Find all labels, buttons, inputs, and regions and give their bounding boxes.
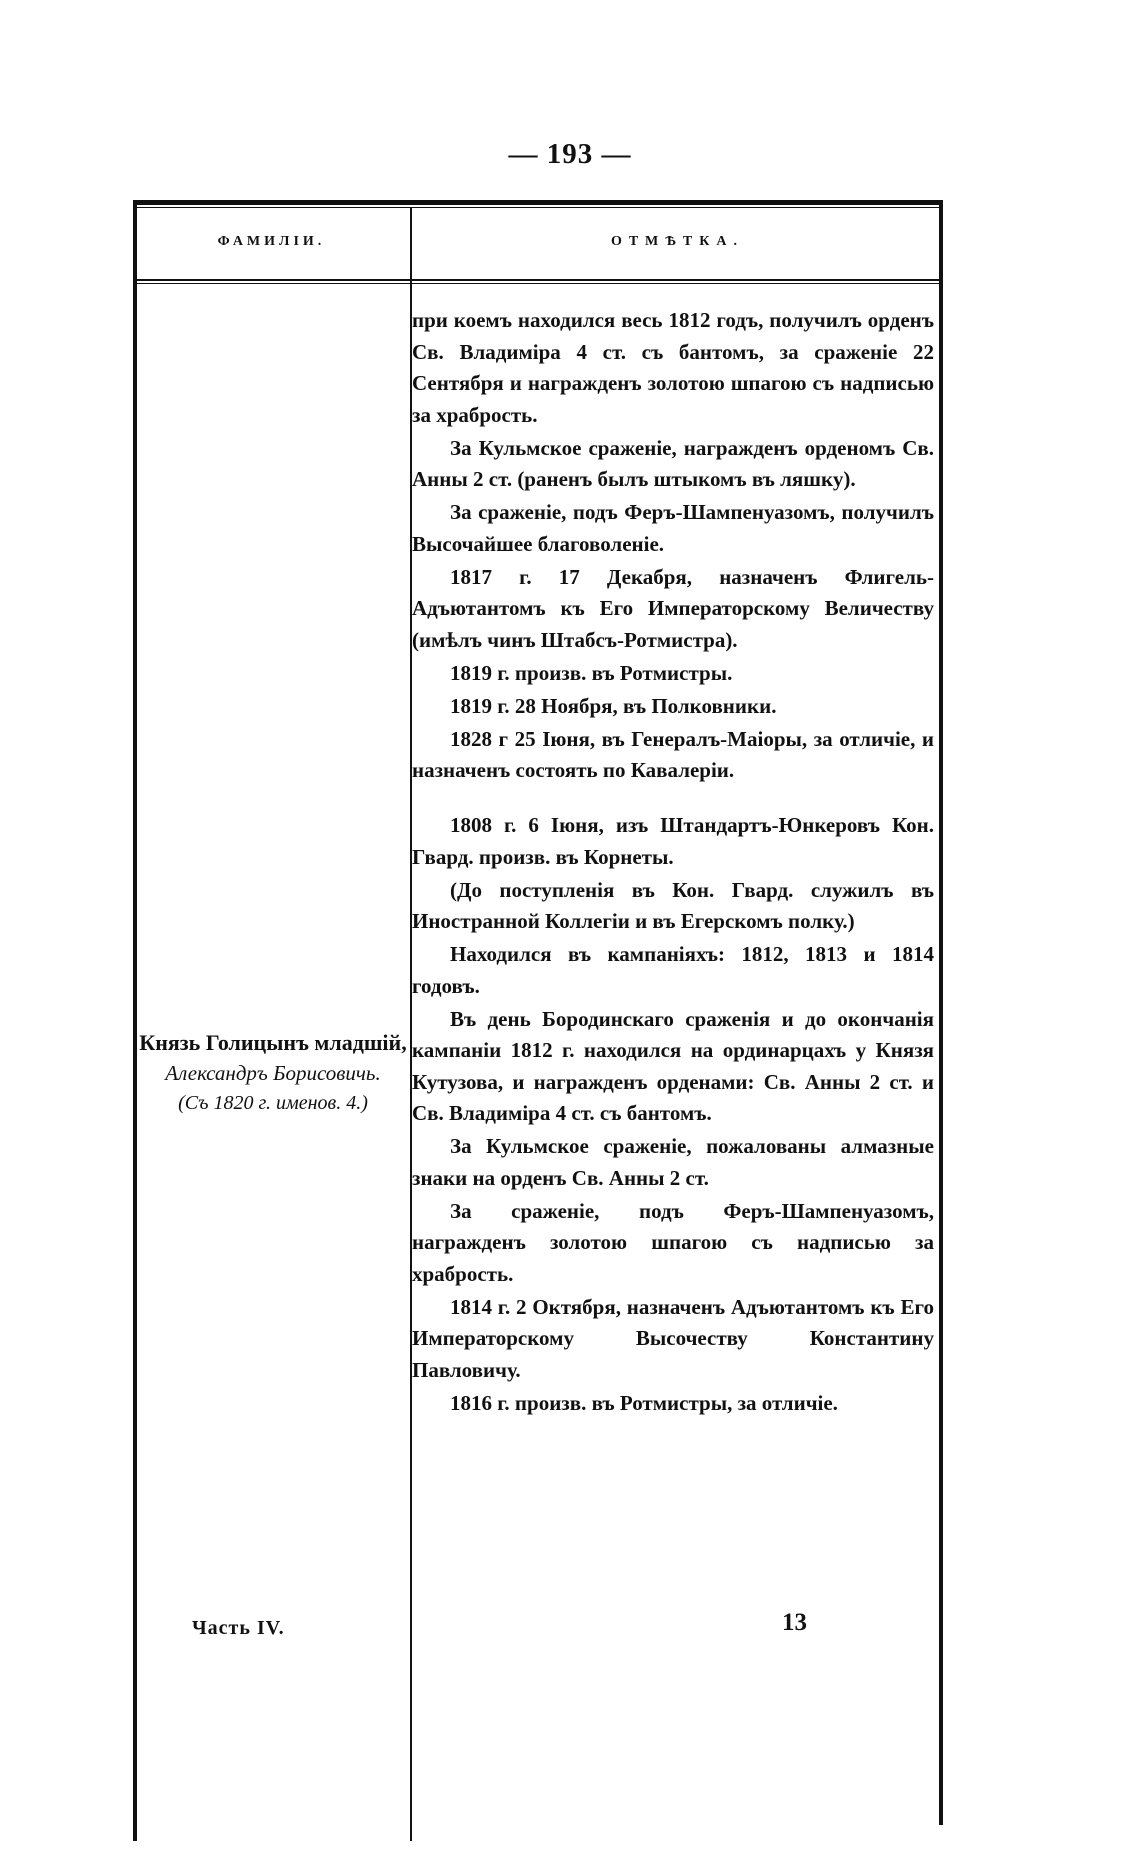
note-paragraph: 1819 г. произв. въ Ротмистры. (450, 660, 733, 685)
table-header-row (133, 208, 943, 281)
note-paragraph: Находился въ кампаніяхъ: 1812, 1813 и 1814 годовъ. (412, 942, 934, 998)
names-column (139, 1030, 407, 1118)
note-paragraph: За Кульмское сраженіе, пожалованы алмазные знаки на орденъ Св. Анны 2 ст. (412, 1134, 934, 1190)
note-paragraph: 1819 г. 28 Ноября, въ Полковники. (450, 693, 777, 718)
person-name-title: Князь Голицынъ младшій, (139, 1030, 407, 1055)
person-name-note: (Съ 1820 г. именов. 4.) (178, 1092, 368, 1114)
header-names: ФАМИЛІИ. (217, 234, 326, 249)
register-table (133, 200, 943, 1850)
notes-column (412, 305, 936, 1421)
person-name-given: Александръ Борисовичь. (165, 1061, 381, 1085)
table-frame-right (939, 200, 943, 1825)
note-paragraph: 1817 г. 17 Декабря, назначенъ Флигель-Адъютантомъ къ Его Императорскому Величеству (имѣлъ чинъ Штабсъ-Ротмистра). (412, 564, 934, 652)
note-paragraph: 1814 г. 2 Октября, назначенъ Адъютантомъ къ Его Императорскому Высочеству Константину Павловичу. (412, 1294, 934, 1382)
note-paragraph: За сраженіе, подъ Феръ-Шампенуазомъ, награжденъ золотою шпагою съ надписью за храбрость. (412, 1198, 934, 1286)
footer-signature: 13 (782, 1609, 807, 1636)
note-paragraph: (До поступленія въ Кон. Гвард. служилъ въ Иностранной Коллегіи и въ Егерскомъ полку.) (412, 877, 934, 933)
header-notes: ОТМѢТКА. (610, 234, 745, 249)
page-number: — 193 — (508, 138, 632, 170)
note-paragraph: 1828 г 25 Іюня, въ Генералъ-Маіоры, за отличіе, и назначенъ состоять по Кавалеріи. (412, 726, 934, 782)
table-frame-left (133, 200, 137, 1841)
note-paragraph: 1808 г. 6 Іюня, изъ Штандартъ-Юнкеровъ Кон. Гвард. произв. въ Корнеты. (412, 813, 934, 869)
note-paragraph: Въ день Бородинскаго сраженія и до окончанія кампаніи 1812 г. находился на ординарцахъ у Князя Кутузова, и награжденъ орденами: Св. Анны 2 ст. и Св. Владиміра 4 ст. съ бантомъ. (412, 1006, 934, 1125)
header-rule (133, 283, 943, 284)
note-paragraph: За Кульмское сраженіе, награжденъ орденомъ Св. Анны 2 ст. (раненъ былъ штыкомъ въ ляшку). (412, 435, 934, 491)
table-frame-top (133, 200, 943, 208)
entry-gap (412, 788, 934, 810)
note-paragraph: 1816 г. произв. въ Ротмистры, за отличіе. (450, 1390, 838, 1415)
note-paragraph: За сраженіе, подъ Феръ-Шампенуазомъ, получилъ Высочайшее благоволеніе. (412, 500, 934, 556)
note-paragraph: при коемъ находился весь 1812 годъ, получилъ орденъ Св. Владиміра 4 ст. съ бантомъ, за сраженіе 22 Сентября и награжденъ золотою шпагою съ надписью за храбрость. (412, 308, 934, 427)
footer-part-label: Часть IV. (192, 1617, 285, 1639)
